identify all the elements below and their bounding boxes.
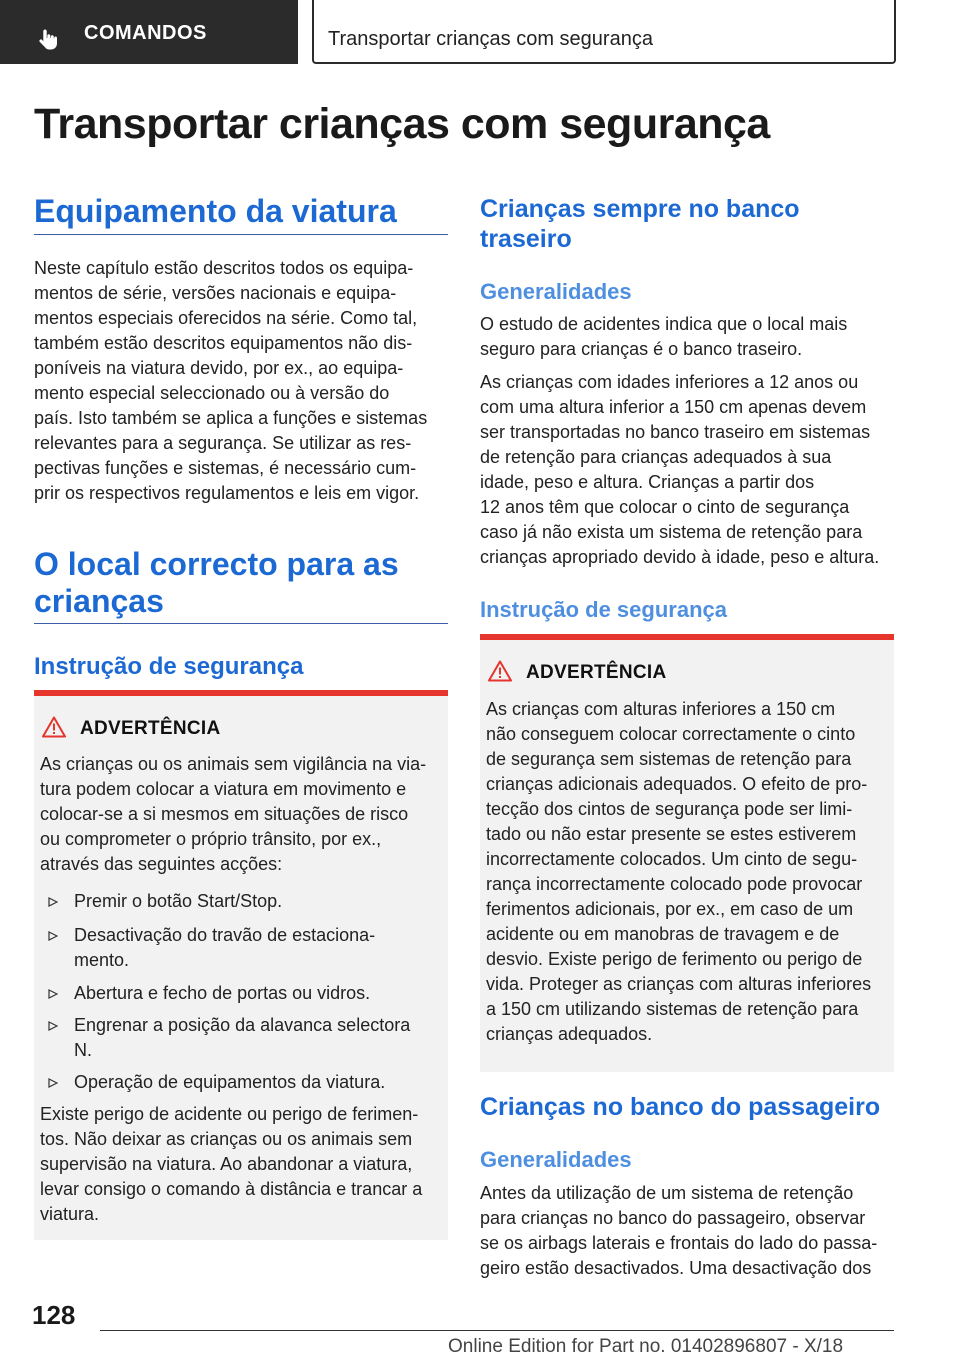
text-line: As crianças ou os animais sem vigilância na via- xyxy=(40,754,427,774)
text-line: geiro estão desactivados. Uma desactivação dos xyxy=(480,1258,872,1278)
text-line: colocar-se a si mesmos em situações de risco xyxy=(40,804,409,824)
text-line: também estão descritos equipamentos não dis- xyxy=(34,333,413,353)
paragraph-gen2 xyxy=(480,370,894,570)
heading-generalidades-1: Generalidades xyxy=(480,279,632,304)
text-line: a 150 cm utilizando sistemas de retenção para xyxy=(486,999,859,1019)
text-line: não conseguem colocar correctamente o cinto xyxy=(486,724,856,744)
text-line: prir os respectivos regulamentos e leis em vigor. xyxy=(34,483,420,503)
text-line: Premir o botão Start/Stop. xyxy=(74,891,283,911)
heading-banco-passageiro: Crianças no banco do passageiro xyxy=(480,1093,881,1121)
text-line: ferimentos adicionais, por ex., em caso de um xyxy=(486,899,854,919)
text-line: para crianças no banco do passageiro, observar xyxy=(480,1208,866,1228)
text-line: Neste capítulo estão descritos todos os equipa- xyxy=(34,258,414,278)
warning-triangle-icon xyxy=(488,660,512,682)
heading-rule xyxy=(34,234,448,235)
paragraph-gen1 xyxy=(480,312,894,362)
warning-box-left xyxy=(34,690,448,1240)
heading-instrucao-right: Instrução de segurança xyxy=(480,597,727,622)
text-line: Operação de equipamentos da viatura. xyxy=(74,1072,386,1092)
heading-line: crianças xyxy=(34,583,164,619)
text-line: com uma altura inferior a 150 cm apenas devem xyxy=(480,397,867,417)
text-line: através das seguintes acções: xyxy=(40,854,283,874)
text-line: As crianças com idades inferiores a 12 anos ou xyxy=(480,372,859,392)
heading-sempre-banco-traseiro xyxy=(480,194,894,254)
bullet-triangle-icon xyxy=(48,897,58,907)
text-line: Engrenar a posição da alavanca selectora xyxy=(74,1015,411,1035)
text-line: idade, peso e altura. Crianças a partir dos xyxy=(480,472,815,492)
chapter-tab-label: Transportar crianças com segurança xyxy=(328,28,653,50)
text-line: Abertura e fecho de portas ou vidros. xyxy=(74,983,371,1003)
list-item-text xyxy=(74,1013,434,1063)
list-item-text xyxy=(74,1070,434,1095)
text-line: crianças apropriado devido à idade, peso e altura. xyxy=(480,547,880,567)
text-line: caso já não exista um sistema de retenção para xyxy=(480,522,863,542)
heading-instrucao-left: Instrução de segurança xyxy=(34,653,304,680)
warning-triangle-icon xyxy=(42,716,66,738)
text-line: levar consigo o comando à distância e trancar a xyxy=(40,1179,423,1199)
text-line: pectivas funções e sistemas, é necessário cum- xyxy=(34,458,417,478)
text-line: ou comprometer o próprio trânsito, por ex., xyxy=(40,829,382,849)
text-line: desvio. Existe perigo de ferimento ou perigo de xyxy=(486,949,863,969)
text-line: de segurança sem sistemas de retenção para xyxy=(486,749,852,769)
paragraph-passageiro xyxy=(480,1181,894,1281)
text-line: país. Isto também se aplica a funções e sistemas xyxy=(34,408,428,428)
text-line: mentos de série, versões nacionais e equipa- xyxy=(34,283,397,303)
bullet-triangle-icon xyxy=(48,1078,58,1088)
page-title: Transportar crianças com segurança xyxy=(34,100,770,148)
heading-line: O local correcto para as xyxy=(34,546,399,582)
text-line: crianças adicionais adequados. O efeito de pro- xyxy=(486,774,868,794)
text-line: relevantes para a segurança. Se utilizar as res- xyxy=(34,433,412,453)
text-line: supervisão na viatura. Ao abandonar a viatura, xyxy=(40,1154,413,1174)
text-line: tos. Não deixar as crianças ou os animais sem xyxy=(40,1129,413,1149)
footer-edition: Online Edition for Part no. 01402896807 - X/18 xyxy=(448,1336,844,1357)
text-line: tado ou não estar presente se estes estiverem xyxy=(486,824,857,844)
text-line: acidente ou em manobras de travagem e de xyxy=(486,924,840,944)
section-tab[interactable] xyxy=(0,0,298,64)
bullet-triangle-icon xyxy=(48,1021,58,1031)
header-bar xyxy=(0,0,960,66)
text-line: Desactivação do travão de estaciona- xyxy=(74,925,376,945)
heading-local-correcto xyxy=(34,546,448,620)
list-item-text xyxy=(74,889,434,914)
text-line: mento. xyxy=(74,950,130,970)
bullet-triangle-icon xyxy=(48,931,58,941)
footer-rule xyxy=(100,1330,894,1331)
warning-intro xyxy=(40,752,440,877)
paragraph-equipamento xyxy=(34,256,448,506)
text-line: 12 anos têm que colocar o cinto de segurança xyxy=(480,497,850,517)
page-number: 128 xyxy=(32,1300,76,1330)
warning-text xyxy=(486,697,886,1047)
section-tab-label: COMANDOS xyxy=(84,22,207,44)
hand-touch-icon xyxy=(36,27,60,51)
warning-box-right xyxy=(480,634,894,1072)
chapter-tab[interactable] xyxy=(312,0,896,64)
text-line: viatura. xyxy=(40,1204,100,1224)
text-line: tura podem colocar a viatura em movimento e xyxy=(40,779,407,799)
text-line: O estudo de acidentes indica que o local mais xyxy=(480,314,848,334)
text-line: poníveis na viatura devido, por ex., ao equipa- xyxy=(34,358,404,378)
heading-line: traseiro xyxy=(480,225,572,253)
text-line: se os airbags laterais e frontais do lado do passa- xyxy=(480,1233,878,1253)
text-line: vida. Proteger as crianças com alturas inferiores xyxy=(486,974,872,994)
list-item-text xyxy=(74,981,434,1006)
text-line: As crianças com alturas inferiores a 150 cm xyxy=(486,699,836,719)
text-line: tecção dos cintos de segurança pode ser limi- xyxy=(486,799,853,819)
text-line: ser transportadas no banco traseiro em sistemas xyxy=(480,422,871,442)
heading-generalidades-2: Generalidades xyxy=(480,1147,632,1172)
text-line: Existe perigo de acidente ou perigo de ferimen- xyxy=(40,1104,419,1124)
text-line: mento especial seleccionado ou à versão do xyxy=(34,383,390,403)
heading-equipamento: Equipamento da viatura xyxy=(34,193,397,229)
text-line: de retenção para crianças adequados à sua xyxy=(480,447,832,467)
text-line: Antes da utilização de um sistema de retenção xyxy=(480,1183,854,1203)
text-line: seguro para crianças é o banco traseiro. xyxy=(480,339,803,359)
warning-heading: ADVERTÊNCIA xyxy=(526,662,667,683)
heading-rule xyxy=(34,623,448,624)
warning-heading: ADVERTÊNCIA xyxy=(80,718,221,739)
list-item-text xyxy=(74,923,434,973)
text-line: rança incorrectamente colocado pode provocar xyxy=(486,874,863,894)
heading-line: Crianças sempre no banco xyxy=(480,195,800,223)
text-line: N. xyxy=(74,1040,92,1060)
warning-outro xyxy=(40,1102,440,1227)
text-line: crianças adequados. xyxy=(486,1024,653,1044)
bullet-triangle-icon xyxy=(48,989,58,999)
text-line: mentos especiais oferecidos na série. Como tal, xyxy=(34,308,418,328)
text-line: incorrectamente colocados. Um cinto de segu- xyxy=(486,849,858,869)
